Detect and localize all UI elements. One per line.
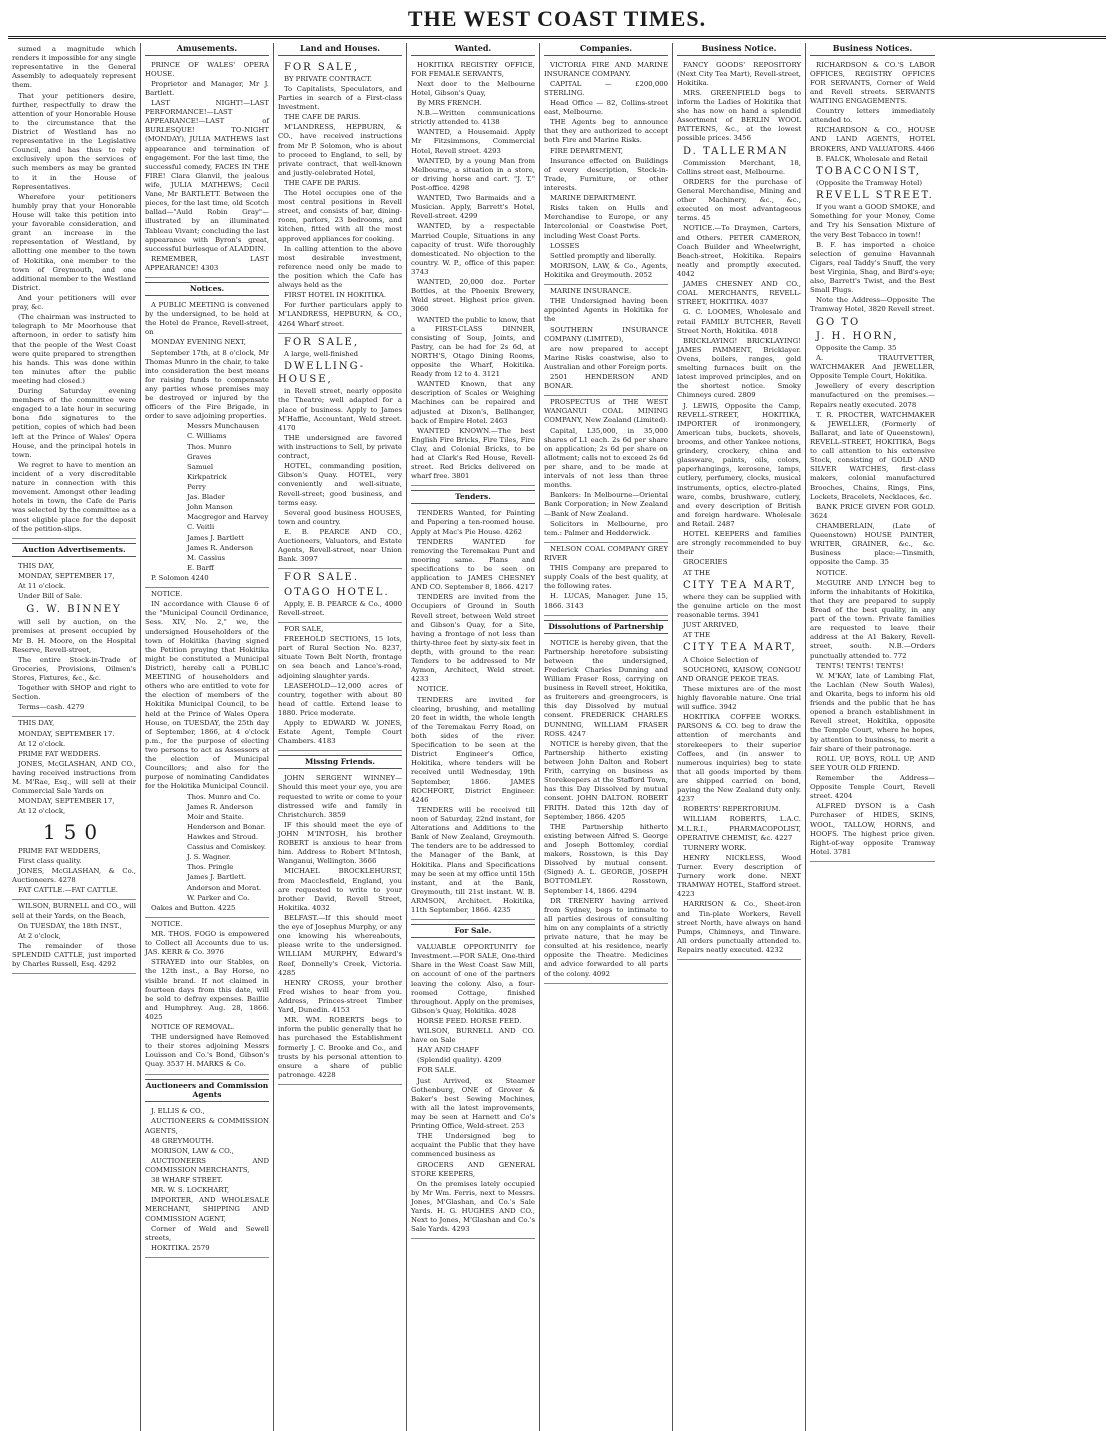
- column-6: [673, 43, 806, 1431]
- ad-line: A. TRAUTVETTER, WATCHMAKER And JEWELLER, Opposite Temple Court, Hokitika.: [810, 354, 935, 381]
- ad-line: A large, well-finished: [284, 349, 359, 358]
- ad-line: FAT CATTLE.—FAT CATTLE.: [18, 886, 118, 895]
- notice-ad: [145, 918, 269, 1075]
- ad-line: (Splendid quality). 4209: [417, 1056, 502, 1065]
- article-paragraph: During Saturday evening members of the committee were engaged to a late hour in securing bona fide signatures to the petition, copies of which had been left at the Prince of Wales' Opera House, and the principal hotels in town.: [12, 387, 136, 459]
- ad-line: Note the Address—Opposite The Tramway Hotel, 3820 Revell street.: [810, 296, 935, 314]
- ad-line: WANTED KNOWN.—The best English Fire Bricks, Fire Tiles, Fire Clay, and Colonial Bricks, to be had at Clark's Red House, Revell-street. Red Bricks delivered on wharf free. 3801: [411, 426, 535, 481]
- signatory: C. Williams: [187, 432, 227, 441]
- ad-line: WANTED, a Housemaid. Apply Mr Fitzsimmons, Commercial Hotel, Revell street. 4293: [411, 128, 535, 155]
- ad-line: THE CAFE DE PARIS.: [284, 113, 361, 122]
- ad-line: MR. THOS. FOGO is empowered to Collect all Accounts due to us. JAS. KERR & Co. 3976: [145, 929, 269, 957]
- ad-title: FOR SALE.: [417, 1066, 457, 1075]
- column-heading: Companies.: [544, 43, 668, 56]
- ad-line: Settled promptly and liberally.: [550, 251, 657, 260]
- ad-title: FOR SALE,: [284, 625, 324, 634]
- ad-title: TENTS! TENTS! TENTS!: [816, 661, 904, 670]
- signatory: James J. Bartlett: [187, 533, 244, 542]
- dissolutions: [544, 637, 668, 984]
- ad-line: MONDAY EVENING NEXT,: [151, 338, 246, 347]
- column-7: [806, 43, 939, 1431]
- ad-line: Bankers: In Melbourne—Oriental Bank Corporation; in New Zealand—Bank of New Zealand.: [544, 491, 668, 518]
- ad-title: J. H. HORN,: [816, 330, 899, 342]
- ad-line: WANTED, Two Barmaids and a Musician. Apply, Barrett's Hotel, Revell-street. 4299: [411, 194, 535, 221]
- ad-line: ALFRED DYSON is a Cash Purchaser of HIDES, SKINS, WOOL, TALLOW, HORNS, and HOOFS. The highest price given. Right-of-way opposite Tramway Hotel. 3781: [810, 802, 935, 856]
- ad-title: ROBERTS' REPERTORIUM.: [683, 805, 781, 814]
- signatory: Thos. Munro: [187, 442, 232, 451]
- ad-line: Under Bill of Sale.: [18, 592, 83, 601]
- ad-line: W. M'KAY, late of Lambing Flat, the Lachlan (New South Wales), and Okarita, begs to inform his old friends and the public that he has opened a branch establishment in Revell street, Hokitika, opposite the Temple Court, where he hopes, by attention to business, to merit a fair share of their patronage.: [810, 671, 935, 753]
- agents-ad: [145, 1105, 269, 1258]
- signatory: Kirkpatrick: [187, 472, 227, 481]
- ad-line: Country letters immediately attended to.: [810, 107, 935, 125]
- ad-title: NOTICE.: [151, 919, 183, 928]
- ad-line: where they can be supplied with the genuine article on the most reasonable terms. 3941: [677, 592, 801, 620]
- ad-line: MORISON, LAW, & Co., Agents, Hokitika and Greymouth. 2052: [544, 261, 668, 279]
- ad-line: J. ELLIS & CO.,: [151, 1107, 205, 1116]
- ad-line: Next door to the Melbourne Hotel, Gibson's Quay,: [411, 79, 535, 97]
- ad-line: McGUIRE AND LYNCH beg to inform the inhabitants of Hokitika, that they are prepared to supply Bread of the best quality, in any part of the town. Private families are requested to leave their address at the A1 Bakery, Revell-street, south. N.B.—Orders punctually attended to. 772: [810, 578, 935, 660]
- ad-line: in Revell street, nearly opposite the Theatre; well adapted for a place of business. Apply to James M'Haffie, Accountant, Weld street. 4170: [278, 387, 402, 432]
- article-paragraph: We regret to have to mention an incident of a very discreditable nature in connection with this movement. Amongst other leading hotels in town, the Cafe de Paris was selected by the committee as a most eligible place for the deposit of the petition-slips.: [12, 460, 137, 533]
- business-ads: [810, 59, 935, 862]
- signatory: M. Cassius: [187, 553, 226, 562]
- ad-line: WANTED, by a respectable Married Couple, Situations in any capacity of trust. Wife thoroughly domesticated. No objection to the country. W. P., office of this paper. 3743: [411, 222, 535, 276]
- section-heading: Auction Advertisements.: [12, 543, 136, 557]
- petition-article: [12, 43, 136, 539]
- article-paragraph: And your petitioners will ever pray, &c.: [12, 293, 136, 312]
- ad-line: TENDERS will be received till noon of Saturday, 22nd instant, for Alterations and Additions to the Bank of New Zealand, Greymouth. The tenders are to be addressed to the Manager of the Bank, at Hokitika. Plans and Specifications may be seen at my office until 15th instant, and at the Bank, Greymouth, till 21st instant. W. B. ARMSON, Architect. Hokitika, 11th September, 1866. 4235: [411, 805, 535, 915]
- missing-friends: [278, 772, 402, 1085]
- signatory: Moir and Staite.: [187, 812, 244, 821]
- column-heading: Business Notices.: [810, 43, 935, 56]
- notice-ad: [145, 588, 269, 918]
- column-3: [274, 43, 407, 1431]
- ad-line: OTAGO HOTEL.: [284, 586, 390, 598]
- insurance-ad: [544, 59, 668, 286]
- ad-line: N.B.—Written communications strictly attended to. 4138: [411, 109, 535, 127]
- ad-line: For further particulars apply to M'LANDRESS, HEPBURN, & CO., 4264 Wharf street.: [278, 301, 402, 328]
- ad-line: THIS DAY,: [18, 719, 55, 728]
- section-heading: Tenders.: [411, 490, 535, 504]
- ad-line: AT THE: [683, 631, 711, 640]
- ad-line: Head Office — 82, Collins-street east, Melbourne.: [544, 98, 668, 117]
- ad-line: NOTICE.—To Draymen, Carters, and Others. PETER CAMERON, Coach Builder and Wheelwright, Beach-street, Hokitika. Repairs neatly and promptly executed. 4042: [677, 224, 801, 279]
- ad-line: GROCERS AND GENERAL STORE KEEPERS,: [411, 1160, 535, 1178]
- ad-line: WILLIAM ROBERTS, L.A.C. M.L.R.I., PHARMACOPOLIST, OPERATIVE CHEMIST, &c. 4227: [677, 815, 801, 842]
- ad-line: E. B. PEARCE AND CO., Auctioneers, Valuators, and Estate Agents, Revell-street, near Union Bank. 3097: [278, 528, 402, 564]
- column-4: [407, 43, 540, 1431]
- ad-line: PRIME FAT WEDDERS,: [18, 846, 101, 855]
- wanted-ads: [411, 59, 535, 487]
- ad-line: MONDAY, SEPTEMBER 17.: [18, 729, 115, 738]
- ad-line: Remember the Address—Opposite Temple Court, Revell street. 4204: [810, 773, 935, 801]
- ad-title: REVELL STREET.: [816, 190, 934, 202]
- ad-line: At 2 o'clock,: [18, 931, 61, 940]
- signatory: Macgregor and Harvey: [187, 513, 269, 522]
- ad-line: 48 GREYMOUTH.: [151, 1136, 214, 1145]
- ad-line: CAPITAL — £200,000 STERLING.: [544, 79, 668, 97]
- auction-ad: [12, 900, 136, 974]
- section-heading: Missing Friends.: [278, 755, 402, 769]
- ad-line: BELFAST.—If this should meet the eye of Josephus Murphy, or any one knowing his whereabouts, please write to the undersigned. WILLIAM MURPHY, Edward's Reef, Donnelly's Creek, Victoria. 4285: [278, 913, 402, 977]
- ad-line: Together with SHOP and right to Section.: [12, 684, 136, 702]
- ad-line: TENDERS are invited from the Occupiers of Ground in South Revell street, between Weld street and Gibson's Quay, for a Site, having a frontage of not less than thirty-three feet by sixty-six feet in depth, with ground to the rear. Tenders to be addressed to Mr Aymon, Architect, Weld street. 4233: [411, 593, 535, 684]
- ad-line: LOSSES: [550, 241, 580, 250]
- ad-line: WANTED, 20,000 doz. Porter Bottles, at the Phoenix Brewery, Weld street. Highest price given. 3060: [411, 278, 535, 314]
- column-5: [540, 43, 673, 1431]
- ad-line: IMPORTER, AND WHOLESALE MERCHANT, SHIPPING AND COMMISSION AGENT,: [145, 1196, 269, 1223]
- signatory: E. Barff: [187, 563, 214, 572]
- ad-line: MR. WM. ROBERTS begs to inform the public generally that he has purchased the Establishment formerly J. C. Brooke and Co., and trusts by his personal attention to ensure a share of public patronage. 4228: [278, 1016, 402, 1079]
- ad-line: 2501 HENDERSON AND BONAR.: [544, 373, 668, 391]
- ad-line: PRINCE OF WALES' OPERA HOUSE.: [145, 60, 269, 78]
- ad-line: THIS DAY,: [18, 561, 55, 570]
- ad-title: NOTICE.: [816, 568, 848, 577]
- ad-line: AUCTIONEERS & COMMISSION AGENTS,: [145, 1117, 269, 1135]
- ad-line: will sell by auction, on the premises at present occupied by Mr B. H. Moore, on the Hospital Reserve, Revell-street,: [12, 618, 136, 654]
- ad-line: MONDAY, SEPTEMBER 17,: [18, 571, 115, 580]
- ad-line: HOKITIKA REGISTRY OFFICE, FOR FEMALE SERVANTS,: [411, 60, 535, 78]
- ad-line: Capital, L35,000, in 35,000 shares of L1 each. 2s 6d per share on application; 2s 6d per share on allotment; calls not to exceed 2s 6d per share, and to be made at intervals of not less than three months.: [544, 426, 669, 490]
- signatory: Samuel: [187, 462, 214, 471]
- ad-line: WANTED Known, that any description of Scales or Weighing Machines can be repaired and adjusted at Dixon's, Bellhanger, back of Empire Hotel. 2463: [411, 380, 535, 425]
- ad-line: FIRST HOTEL IN HOKITIKA.: [284, 291, 387, 300]
- ad-line: STRAYED into our Stables, on the 12th inst., a Bay Horse, no visible brand. If not claimed in fourteen days from this date, will be sold to defray expenses. Baillie and Humphrey. Aug. 28, 1866. 4025: [145, 958, 269, 1021]
- ad-line: BY PRIVATE CONTRACT.: [284, 74, 372, 83]
- ad-line: At 12 o'clock,: [18, 807, 66, 816]
- ad-line: WILSON, BURNELL and CO., will sell at their Yards, on the Beach,: [12, 902, 136, 920]
- signatory: Henderson and Bonar.: [187, 822, 266, 831]
- column-heading: Business Notice.: [677, 43, 801, 56]
- ad-title: CITY TEA MART,: [683, 642, 797, 654]
- section-heading: Auctioneers and Commission Agents: [145, 1079, 269, 1103]
- ad-line: HOKITIKA COFFEE WORKS. PARSONS & CO. beg to draw the attention of merchants and storekeepers to their superior Coffees, and (in answer to numerous inquiries) beg to state that all goods imported by them are shipped carried on bond, paying the New Zealand duty only. 4237: [677, 713, 801, 804]
- signatory: Graves: [187, 452, 212, 461]
- notice-ad: [145, 299, 269, 588]
- ad-line: CHAMBERLAIN, (Late of Queenstown) HOUSE PAINTER, WRITER, GRAINER, &c., &c. Business place:—Tinsmith, opposite the Camp. 35: [810, 522, 935, 567]
- ad-line: HARRISON & Co., Sheet-iron and Tin-plate Workers, Revell street North, have always on hand Pumps, Chimneys, and Tinware. All orders punctually attended to. Repairs neatly executed. 4232: [677, 900, 801, 954]
- ad-title: GO TO: [816, 316, 861, 328]
- ad-line: IF this should meet the eye of JOHN M'INTOSH, his brother ROBERT is anxious to hear from him. Address to Robert M'Intosh, Wanganui, Wellington. 3666: [278, 820, 402, 866]
- ad-line: PRIME FAT WEDDERS.: [18, 749, 101, 758]
- ad-line: THE Undersigned beg to acquaint the Public that they have commenced business as: [411, 1132, 535, 1159]
- ad-line: The Hotel occupies one of the most central positions in Revell street, and consists of bar, dining-room, parlors, 23 bedrooms, and kitchen, fitted with all the most approved appliances for cooking.: [278, 189, 402, 243]
- ad-line: Risks taken on Hulls and Merchandise to Europe, or any Intercolonial or Coastwise Port, including West Coast Ports.: [544, 204, 668, 240]
- ad-line: MICHAEL BROCKLEHURST, from Macclesfield, England, you are requested to write to your brother David, Revell Street, Hokitika. 4032: [278, 867, 402, 912]
- ad-title: CITY TEA MART,: [683, 579, 797, 591]
- signatory: J. S. Wagner.: [187, 853, 231, 862]
- land-ad: [278, 59, 402, 334]
- signatory: Cassius and Comiskey.: [187, 843, 267, 852]
- ad-line: JONES, McGLASHAN, AND CO., having received instructions from M. M'Rae, Esq., will sell at their Commercial Sale Yards on: [12, 759, 136, 796]
- ad-line: Insurance effected on Buildings of every description, Stock-in-Trade, Furniture, or other interests.: [544, 156, 668, 192]
- ad-line: DWELLING-HOUSE,: [278, 360, 366, 386]
- ad-line: VALUABLE OPPORTUNITY for Investment.—FOR SALE, One-third Share in the West Coast Saw Mill, on account of one of the partners leaving the colony. Also, a four-roomed Cottage, finished throughout. Apply on the premises, Gibson's Quay, Hokitika. 4028: [411, 943, 535, 1015]
- land-ad: [278, 623, 402, 751]
- ad-line: HOKITIKA. 2579: [151, 1243, 210, 1252]
- ad-line: JUST ARRIVED,: [683, 621, 739, 630]
- lot-count: 150: [42, 819, 106, 844]
- ad-title: TURNERY WORK.: [683, 843, 747, 852]
- ad-line: MONDAY, SEPTEMBER 17,: [18, 797, 115, 806]
- ad-line: THE Undersigned having been appointed Agents in Hokitika for the: [544, 297, 668, 324]
- amusement-ad: [145, 59, 269, 279]
- ad-title: NOTICE.: [417, 685, 449, 694]
- ad-line: THE Partnership hitherto existing between Alfred S. George and Joseph Bottomley, cordial makers, Rosstown, is this Day Dissolved by mutual consent. (Signed) A. L. GEORGE, JOSEPH BOTTOMLEY. Rosstown, September 14, 1866. 4294: [544, 822, 668, 895]
- ad-line: JONES, McGLASHAN, & Co., Auctioneers. 4278: [12, 867, 136, 885]
- ad-line: J. LEWIS, Opposite the Camp, REVELL-STREET, HOKITIKA, IMPORTER of ironmongery, American tubs, buckets, shovels, brooms, and other Yankee notions, grindery, crockery, china and glassware, paints, oils, colors, paperhangings, kerosene, lamps, cutlery, perfumery, clocks, musical instruments, optics, electro-plated ware, combs, brushware, cutlery, and every description of British and foreign hardware. Wholesale and Retail. 2487: [677, 401, 801, 528]
- land-ad: [278, 334, 402, 570]
- signatory: Thos. Pringle: [187, 863, 234, 872]
- ad-line: THE CAFE DE PARIS.: [284, 178, 361, 187]
- ad-line: A Choice Selection of: [683, 655, 758, 664]
- masthead: [8, 6, 1106, 39]
- signatory: James J. Bartlett.: [187, 873, 247, 882]
- ad-line: T. R. PROCTER, WATCHMAKER & JEWELLER, (Formerly of Ballarat, and late of Queenstown), REVELL-STREET, HOKITIKA, Begs to call attention to his extensive Stock, consisting of GOLD AND SILVER WATCHES, first-class makers, colonial manufactured Brooches, Chains, Rings, Pins, Lockets, Bracelets, Necklaces, &c.: [810, 410, 935, 501]
- prospectus-ad: [544, 396, 668, 543]
- ad-line: FANCY GOODS' REPOSITORY (Next City Tea Mart), Revell-street, Hokitika.: [677, 60, 801, 87]
- ad-line: IN accordance with Clause 6 of the "Municipal Council Ordinance, Sess. XIV, No. 2," we, the undersigned Householders of the town of Hokitika (having signed the Petition praying that Hokitika might be constituted a Municipal District), hereby call a PUBLIC MEETING of householders and others who are entitled to vote for the election of members of the Hokitika Municipal Council, to be held at the Prince of Wales Opera House, on TUESDAY, the 25th day of September, 1866, at 4 o'clock p.m., for the purpose of electing two persons to act as Assessors at the election of Municipal Councillors; and also for the purpose of nominating Candidates for the Hokitika Municipal Council.: [145, 600, 269, 791]
- ad-line: H. LUCAS, Manager. June 15, 1866. 3143: [544, 592, 668, 610]
- signatory: C. Veitli: [187, 523, 215, 532]
- ad-line: At 12 o'clock.: [18, 739, 66, 748]
- ad-line: The remainder of those SPLENDID CATTLE, just imported by Charles Russell, Esq. 4292: [12, 941, 136, 969]
- ad-line: JAMES CHESNEY AND CO., COAL MERCHANTS, REVELL-STREET, HOKITIKA. 4037: [677, 280, 801, 307]
- ad-line: First class quality.: [18, 857, 82, 865]
- ad-line: At 11 o'clock.: [18, 581, 66, 590]
- land-ad: [278, 569, 402, 623]
- signatory: Anderson and Morat.: [187, 883, 262, 892]
- column-heading: Wanted.: [411, 43, 535, 56]
- ad-title: D. TALLERMAN: [683, 145, 789, 157]
- ad-line: MORISON, LAW & CO.,: [151, 1146, 234, 1155]
- ad-line: SOUTHERN INSURANCE COMPANY (LIMITED),: [544, 325, 668, 343]
- signatory: Hawkes and Stroud.: [187, 832, 259, 841]
- ad-line: Proprietor and Manager, Mr J. Bartlett.: [145, 79, 269, 97]
- ad-line: NOTICE is hereby given, that the Partnership heretofore subsisting between the undersigned, Frederick Charles Dunning and William Fraser Ross, carrying on business in Revell street, Hokitika, as fruiterers and greengrocers, is this day Dissolved by mutual consent. FREDERICK CHARLES DUNNING, WILLIAM FRASER ROSS. 4247: [544, 638, 668, 738]
- ad-title: FOR SALE,: [284, 336, 360, 348]
- ad-line: TENDERS Wanted, for Painting and Papering a ten-roomed house. Apply at Mac's Pie House. 4262: [411, 509, 535, 536]
- section-heading: For Sale.: [411, 924, 535, 938]
- ad-line: GROCERIES: [683, 558, 728, 567]
- ad-line: If you want a GOOD SMOKE, and Something for your Money, Come and Try his Sensation Mixture of the very Best Tobacco in town!!: [810, 203, 935, 239]
- ad-line: B. FALCK, Wholesale and Retail: [816, 154, 928, 163]
- auction-ad: [12, 560, 136, 718]
- ad-line: To Capitalists, Speculators, and Parties in search of a First-class Investment.: [278, 84, 402, 112]
- ad-title: NOTICE.: [151, 590, 183, 599]
- ad-title: TOBACCONIST,: [816, 165, 921, 177]
- coal-ad: [544, 543, 668, 616]
- ad-line: TENDERS are invited for clearing, brushing, and metalling 20 feet in width, the whole length of the Teremakau Ferry Road, on both sides of the river. Specification to be seen at the District Engineer's Office, Hokitika, where tenders will be received until Wednesday, 19th September, 1866. JAMES ROCHFORT, District Engineer. 4246: [411, 695, 535, 804]
- ad-line: The entire Stock-in-Trade of Groceries, Provisions, Oilmen's Stores, Fixtures, &c., &c.: [12, 655, 136, 682]
- ad-line: Terms—cash. 4279: [18, 703, 85, 712]
- ad-line: HOTEL, commanding position, Gibson's Quay. HOTEL, very conveniently and well-situate, Revell-street; good business, and terms easy.: [278, 462, 402, 507]
- ad-line: Jewellery of every description manufactured on the premises.—Repairs neatly executed. 2078: [810, 382, 935, 409]
- insurance-ad: [544, 285, 668, 396]
- ad-line: LAST NIGHT!—LAST PERFORMANCE!—LAST APPEARANCE!—LAST of BURLESQUE! TO-NIGHT (MONDAY), JULIA MATHEWS last appearance and termination of engagement. For the last time, the successful comedy, FACES IN THE FIRE! Clara Glanvil, the jealous wife, JULIA MATHEWS; Cecil Vane, Mr BARTLETT. Between the pieces, for the last time, old Scotch ballad—"Auld Robin Gray"—illustrated by an illuminated Tableau Vivant; concluding the last appearance with Byron's great, successful burlesque of ALADDIN.: [145, 98, 269, 253]
- ad-line: LEASEHOLD—12,000 acres of country, together with about 80 head of cattle. Extend lease to 1880. Price moderate.: [278, 681, 402, 718]
- ad-line: WANTED, by a young Man from Melbourne, a situation in a store, or driving horse and cart. "J. T." Post-office. 4298: [411, 156, 535, 192]
- ad-line: AUCTIONEERS AND COMMISSION MERCHANTS,: [145, 1156, 269, 1175]
- ad-line: G. C. LOOMES, Wholesale and retail FAMILY BUTCHER, Revell Street North, Hokitika. 4018: [677, 308, 801, 335]
- ad-line: FREEHOLD SECTIONS, 15 lots, part of Rural Section No. 8237, situate Town Belt North, frontage on sea beach and Lance's-road, adjoining slaughter yards.: [278, 635, 402, 680]
- ad-line: On the premises lately occupied by Mr Wm. Ferris, next to Messrs. Jones, M'Glashan, and Co.'s Sale Yards. H. G. HUGHES AND CO., Next to Jones, M'Glashan and Co.'s Sale Yards. 4293: [411, 1179, 535, 1234]
- column-heading: Land and Houses.: [278, 43, 402, 56]
- ad-line: ORDERS for the purchase of General Merchandise, Mining and other Machinery, &c., &c., executed on most advantageous terms. 45: [677, 177, 801, 223]
- ad-title: MARINE INSURANCE.: [550, 287, 632, 296]
- ad-line: By MRS FRENCH.: [417, 98, 482, 107]
- signatory: Perry: [187, 483, 206, 492]
- signatory: Messrs Munchausen: [187, 422, 260, 431]
- article-paragraph: That your petitioners desire, further, respectfully to draw the attention of your Honorable House to the circumstance that the District of Westland has no representative in the Legislative Council, and has thus to rely exclusively upon the services of such members as may be granted to it in the House of Representatives.: [12, 91, 136, 191]
- article-paragraph: Wherefore your petitioners humbly pray that your Honorable House will take this petition into your favorable consideration, and grant an increase in the representation of Westland, by allotting one member to the town of Hokitika, one member to the town of Greymouth, and one additional member to the Westland District.: [12, 192, 136, 292]
- tenders: [411, 507, 535, 920]
- ad-line: WANTED the public to know, that a FIRST-CLASS DINNER, consisting of Soup, Joints, and Pastry, can be had for 2s 6d, at NORTH'S, Otago Dining Rooms, opposite the Wharf, Hokitika. Ready from 12 to 4. 3121: [411, 315, 535, 379]
- ad-line: HENRY NICKLESS, Wood Turner. Every description of Turnery work done. NEXT TRAMWAY HOTEL, Stafford street. 4223: [677, 853, 801, 899]
- ad-line: SOUCHONG, KAISOW, CONGOU AND ORANGE PEKOE TEAS.: [677, 665, 801, 683]
- ad-line: PROSPECTUS of THE WEST WANGANUI COAL MINING COMPANY, New Zealand (Limited).: [544, 398, 668, 425]
- ad-line: AT THE: [683, 568, 711, 577]
- ad-line: Commission Merchant, 18, Collins street east, Melbourne.: [677, 158, 801, 176]
- ad-line: On TUESDAY, the 18th INST.,: [18, 921, 122, 930]
- signatory: W. Parker and Co.: [187, 893, 250, 902]
- ad-line: RICHARDSON & CO., HOUSE AND LAND AGENTS, HOTEL BROKERS, AND VALUATORS. 4466: [810, 126, 935, 153]
- signatory: James R. Anderson: [187, 543, 254, 552]
- ad-line: BRICKLAYING! BRICKLAYING! JAMES PAMMENT, Bricklayer. Ovens, boilers, ranges, gold smelting furnaces built on the latest improved principles, and on the shortest notice. Smoky Chimneys cured. 2809: [677, 336, 801, 400]
- ad-line: WILSON, BURNELL AND CO. have on Sale: [411, 1027, 535, 1045]
- for-sale: [411, 941, 535, 1239]
- ad-line: NOTICE is hereby given, that the Partnership hitherto existing between John Dalton and Robert Frith, carrying on business as Storekeepers at the Stafford Town, has this Day Dissolved by mutual consent. JOHN DALTON. ROBERT FRITH. Dated this 12th day of September, 1866. 4205: [544, 739, 668, 821]
- ad-line: Just Arrived, ex Steamer Gothenburg, ONE of Grover & Baker's best Sewing Machines, with all the latest improvements, may be seen at Harnett and Co's Printing Office, Weld-street. 253: [411, 1076, 535, 1131]
- ad-line: REMEMBER, LAST APPEARANCE! 4303: [145, 254, 269, 272]
- ad-title: FOR SALE,: [284, 61, 360, 73]
- signatory: Thos. Munro and Co.: [187, 792, 261, 801]
- signatory: John Manson: [187, 503, 233, 512]
- ad-line: In calling attention to the above most desirable investment, reference need only be made to the position which the Cafe has always held as the: [278, 244, 402, 290]
- ad-title: NELSON COAL COMPANY GREY RIVER: [544, 544, 668, 563]
- ad-line: HOTEL KEEPERS and families are strongly recommended to buy their: [677, 530, 801, 557]
- ad-line: are now prepared to accept Marine Risks coastwise, also to Australian and other Foreign ports.: [544, 344, 668, 371]
- signatory: James R. Anderson: [187, 802, 254, 811]
- ad-line: HAY AND CHAFF: [417, 1046, 479, 1055]
- column-1: [8, 43, 141, 1431]
- ad-line: Several good business HOUSES, town and country.: [278, 508, 402, 526]
- ad-line: HENRY CROSS, your brother Fred wishes to hear from you. Address, Princes-street Timber Yard, Dunedin. 4153: [278, 978, 402, 1015]
- ad-line: B. F. has imported a choice selection of genuine Havannah Cigars, real Taddy's Snuff, the very best Virginia, Shag, and Bird's-eye; also, Barrett's Twist, and the Best Small Plugs.: [810, 240, 935, 295]
- ad-line: MRS. GREENFIELD begs to inform the Ladies of Hokitika that she has now on hand a splendid Assortment of BERLIN WOOL PATTERNS, &c., at the lowest possible prices. 3456: [677, 88, 801, 143]
- ad-line: BANK PRICE GIVEN FOR GOLD. 3624: [810, 502, 935, 520]
- ad-line: A PUBLIC MEETING is convened by the undersigned, to be held at the Hotel de France, Revell-street, on: [145, 300, 269, 337]
- ad-line: These mixtures are of the most highly flavorable nature. One trial will suffice. 3942: [677, 684, 801, 712]
- ad-title: FOR SALE.: [284, 572, 360, 584]
- ad-line: MARINE DEPARTMENT.: [550, 194, 637, 203]
- ad-line: Solicitors in Melbourne, pro tem.: Palmer and Hedderwick.: [544, 519, 668, 537]
- ad-line: THE undersigned are favored with instructions to Sell, by private contract,: [278, 433, 402, 461]
- article-paragraph: (The chairman was instructed to telegraph to Mr Moorhouse that afternoon, in order to satisfy him that the people of the West Coast were quite prepared to strengthen his hands. This was done within ten minutes after the public meeting had closed.): [12, 313, 136, 385]
- section-heading: Dissolutions of Partnership: [544, 620, 668, 634]
- signatory: Jas. Blader: [187, 493, 225, 502]
- ad-line: M'LANDRESS, HEPBURN, & CO., have received instructions from Mr P. Solomon, who is about to proceed to England, to sell, by private contract, that well-known and justly-celebrated Hotel,: [278, 123, 402, 177]
- ad-line: JOHN SERGENT WINNEY—Should this meet your eye, you are requested to write or come to your distressed wife and family in Christchurch. 3859: [278, 774, 402, 819]
- ad-line: Apply, E. B. PEARCE & Co., 4000 Revell-street.: [278, 599, 402, 617]
- ad-line: Opposite the Camp. 35: [816, 343, 897, 352]
- article-paragraph: sumed a magnitude which renders it impossible for any single representative in the General Assembly to adequately represent them.: [12, 45, 136, 90]
- business-ads: [677, 59, 801, 961]
- ad-line: THE undersigned have Removed to their stores adjoining Messrs Louisson and Co.'s Bond, Gibson's Quay. 3537 H. MARKS & Co.: [145, 1033, 269, 1069]
- ad-line: THE Agents beg to announce that they are authorized to accept both Fire and Marine Risks.: [544, 118, 668, 145]
- ad-line: FIRE DEPARTMENT,: [550, 146, 623, 155]
- ad-line: ROLL UP, BOYS, ROLL UP, AND SEE YOUR OLD FRIEND.: [810, 754, 935, 772]
- ad-line: Apply to EDWARD W. JONES, Estate Agent, Temple Court Chambers. 4183: [278, 719, 402, 746]
- signatory: Oakes and Button. 4225: [151, 903, 236, 912]
- ad-title: HORSE FEED. HORSE FEED.: [417, 1016, 522, 1025]
- signatory: P. Solomon 4240: [151, 574, 209, 583]
- ad-line: MR. W. S. LOCKHART,: [151, 1186, 230, 1195]
- ad-line: Corner of Weld and Sewell streets,: [145, 1224, 269, 1242]
- section-heading: Notices.: [145, 282, 269, 296]
- ad-line: DR TRENERY having arrived from Sydney, begs to intimate to all parties desirous of consulting him on any complaints of a strictly private nature, that he may be consulted at his residence, nearly opposite the Theatre. Medicines and advice forwarded to all parts of the colony. 4092: [544, 896, 668, 978]
- ad-line: RICHARDSON & CO.'S LABOR OFFICES, REGISTRY OFFICES FOR SERVANTS, Corner of Weld and Revell streets. SERVANTS WAITING ENGAGEMENTS.: [810, 60, 935, 105]
- ad-line: THIS Company are prepared to supply Coals of the best quality, at the following rates.: [544, 564, 668, 591]
- column-2: [141, 43, 274, 1431]
- ad-title: NOTICE OF REMOVAL.: [151, 1023, 235, 1032]
- columns: [8, 43, 1106, 1431]
- auction-ad: [12, 717, 136, 900]
- ad-line: 38 WHARF STREET.: [151, 1176, 223, 1185]
- ad-line: TENDERS WANTED for removing the Teremakau Punt and mooring same. Plans and specifications to be seen on application to JAMES CHESNEY AND CO. September 8, 1866. 4217: [411, 537, 535, 592]
- auctioneer-name: G. W. BINNEY: [26, 604, 122, 616]
- masthead-title: THE WEST COAST TIMES.: [407, 6, 707, 31]
- ad-title: VICTORIA FIRE AND MARINE INSURANCE COMPANY.: [544, 60, 668, 78]
- ad-line: September 17th, at 8 o'clock, Mr Thomas Munro in the chair, to take into consideration the best means for raising funds to compensate any parties whose premises may be destroyed or injured by the officers of the Fire Brigade, in order to save adjoining properties.: [145, 348, 269, 421]
- column-heading: Amusements.: [145, 43, 269, 56]
- ad-line: (Opposite the Tramway Hotel): [816, 178, 923, 187]
